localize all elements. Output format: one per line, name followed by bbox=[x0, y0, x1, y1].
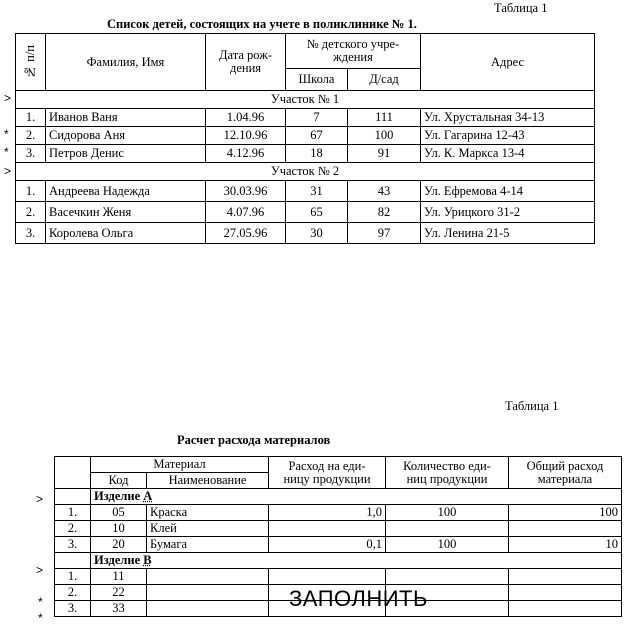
row-name: Краска bbox=[147, 505, 269, 521]
header-num-blank bbox=[55, 457, 91, 489]
row-date: 4.12.96 bbox=[206, 145, 286, 163]
row-total bbox=[509, 521, 622, 537]
row-number: 3. bbox=[55, 601, 91, 617]
row-name: Васечкин Женя bbox=[46, 202, 206, 223]
row-address: Ул. Гагарина 12-43 bbox=[421, 127, 595, 145]
group-blank bbox=[55, 553, 91, 569]
table1-caption: Таблица 1 bbox=[494, 1, 548, 15]
table-row bbox=[55, 537, 622, 553]
children-table bbox=[15, 33, 595, 244]
row-name bbox=[147, 585, 269, 601]
row-total: 100 bbox=[509, 505, 622, 521]
row-kindergarten: 82 bbox=[348, 202, 421, 223]
table1-title: Список детей, состоящих на учете в поликлинике № 1. bbox=[107, 17, 417, 31]
row-name bbox=[147, 569, 269, 585]
row-address: Ул. Хрустальная 34-13 bbox=[421, 109, 595, 127]
row-code: 10 bbox=[91, 521, 147, 537]
table-row bbox=[16, 223, 595, 244]
group-label: Изделие В bbox=[91, 553, 622, 569]
row-kindergarten: 97 bbox=[348, 223, 421, 244]
row-number: 3. bbox=[16, 145, 46, 163]
row-kindergarten: 100 bbox=[348, 127, 421, 145]
table-row bbox=[16, 127, 595, 145]
group-label: Участок № 2 bbox=[16, 163, 595, 181]
row-name bbox=[147, 601, 269, 617]
row-number: 3. bbox=[16, 223, 46, 244]
group-row bbox=[16, 91, 595, 109]
row-quantity: 100 bbox=[386, 505, 509, 521]
row-kindergarten: 91 bbox=[348, 145, 421, 163]
row-kindergarten: 111 bbox=[348, 109, 421, 127]
group-blank bbox=[55, 489, 91, 505]
fill-in-label: ЗАПОЛНИТЬ bbox=[289, 586, 428, 611]
row-name: Бумага bbox=[147, 537, 269, 553]
row-number: 1. bbox=[16, 181, 46, 202]
row-number: 2. bbox=[55, 521, 91, 537]
row-number: 3. bbox=[55, 537, 91, 553]
row-number: 2. bbox=[16, 202, 46, 223]
row-rate bbox=[269, 569, 386, 585]
group-row bbox=[55, 553, 622, 569]
row-code: 20 bbox=[91, 537, 147, 553]
row-name: Клей bbox=[147, 521, 269, 537]
row-name: Иванов Ваня bbox=[46, 109, 206, 127]
row-school: 30 bbox=[286, 223, 348, 244]
header-address: Адрес bbox=[421, 34, 595, 91]
group-label: Участок № 1 bbox=[16, 91, 595, 109]
row-address: Ул. К. Маркса 13-4 bbox=[421, 145, 595, 163]
row-school: 31 bbox=[286, 181, 348, 202]
star-marker: * bbox=[38, 611, 43, 625]
header-name: Фамилия, Имя bbox=[46, 34, 206, 91]
row-school: 67 bbox=[286, 127, 348, 145]
row-number: 2. bbox=[55, 585, 91, 601]
table-row bbox=[55, 521, 622, 537]
header-name: Наименование bbox=[147, 473, 269, 489]
expand-marker[interactable]: > bbox=[4, 164, 12, 178]
row-date: 30.03.96 bbox=[206, 181, 286, 202]
table2-title: Расчет расхода материалов bbox=[177, 433, 331, 447]
row-date: 1.04.96 bbox=[206, 109, 286, 127]
group-label: Изделие А bbox=[91, 489, 622, 505]
row-address: Ул. Ефремова 4-14 bbox=[421, 181, 595, 202]
row-school: 7 bbox=[286, 109, 348, 127]
row-number: 1. bbox=[16, 109, 46, 127]
row-code: 33 bbox=[91, 601, 147, 617]
header-code: Код bbox=[91, 473, 147, 489]
row-kindergarten: 43 bbox=[348, 181, 421, 202]
header-kindergarten: Д/сад bbox=[348, 68, 421, 90]
header-school: Школа bbox=[286, 68, 348, 90]
row-date: 4.07.96 bbox=[206, 202, 286, 223]
row-quantity bbox=[386, 569, 509, 585]
row-rate: 1,0 bbox=[269, 505, 386, 521]
row-school: 65 bbox=[286, 202, 348, 223]
row-name: Андреева Надежда bbox=[46, 181, 206, 202]
table-row bbox=[16, 181, 595, 202]
table-row bbox=[16, 109, 595, 127]
row-rate bbox=[269, 521, 386, 537]
row-school: 18 bbox=[286, 145, 348, 163]
star-marker: * bbox=[38, 595, 43, 609]
row-total bbox=[509, 601, 622, 617]
header-institution: № детского учре- ждения bbox=[286, 34, 421, 69]
header-total: Общий расход материала bbox=[509, 457, 622, 489]
table-row bbox=[55, 569, 622, 585]
header-rate: Расход на еди- ницу продукции bbox=[269, 457, 386, 489]
row-quantity: 100 bbox=[386, 537, 509, 553]
row-number: 2. bbox=[16, 127, 46, 145]
star-marker: * bbox=[4, 127, 9, 141]
row-rate: 0,1 bbox=[269, 537, 386, 553]
expand-marker[interactable]: > bbox=[36, 492, 44, 506]
row-name: Петров Денис bbox=[46, 145, 206, 163]
header-material: Материал bbox=[91, 457, 269, 473]
row-total: 10 bbox=[509, 537, 622, 553]
header-num: № п/п bbox=[16, 34, 46, 91]
table2-caption: Таблица 1 bbox=[505, 399, 559, 413]
expand-marker[interactable]: > bbox=[36, 563, 44, 577]
row-name: Сидорова Аня bbox=[46, 127, 206, 145]
row-address: Ул. Ленина 21-5 bbox=[421, 223, 595, 244]
row-code: 22 bbox=[91, 585, 147, 601]
table-row bbox=[16, 202, 595, 223]
row-number: 1. bbox=[55, 505, 91, 521]
group-row bbox=[55, 489, 622, 505]
row-number: 1. bbox=[55, 569, 91, 585]
row-total bbox=[509, 569, 622, 585]
row-quantity bbox=[386, 521, 509, 537]
row-name: Королева Ольга bbox=[46, 223, 206, 244]
expand-marker[interactable]: > bbox=[4, 91, 12, 105]
star-marker: * bbox=[4, 145, 9, 159]
header-quantity: Количество еди- ниц продукции bbox=[386, 457, 509, 489]
row-total bbox=[509, 585, 622, 601]
row-code: 11 bbox=[91, 569, 147, 585]
table-row bbox=[16, 145, 595, 163]
row-date: 27.05.96 bbox=[206, 223, 286, 244]
table-row bbox=[55, 505, 622, 521]
header-birth: Дата рож- дения bbox=[206, 34, 286, 91]
row-address: Ул. Урицкого 31-2 bbox=[421, 202, 595, 223]
row-date: 12.10.96 bbox=[206, 127, 286, 145]
row-code: 05 bbox=[91, 505, 147, 521]
group-row bbox=[16, 163, 595, 181]
